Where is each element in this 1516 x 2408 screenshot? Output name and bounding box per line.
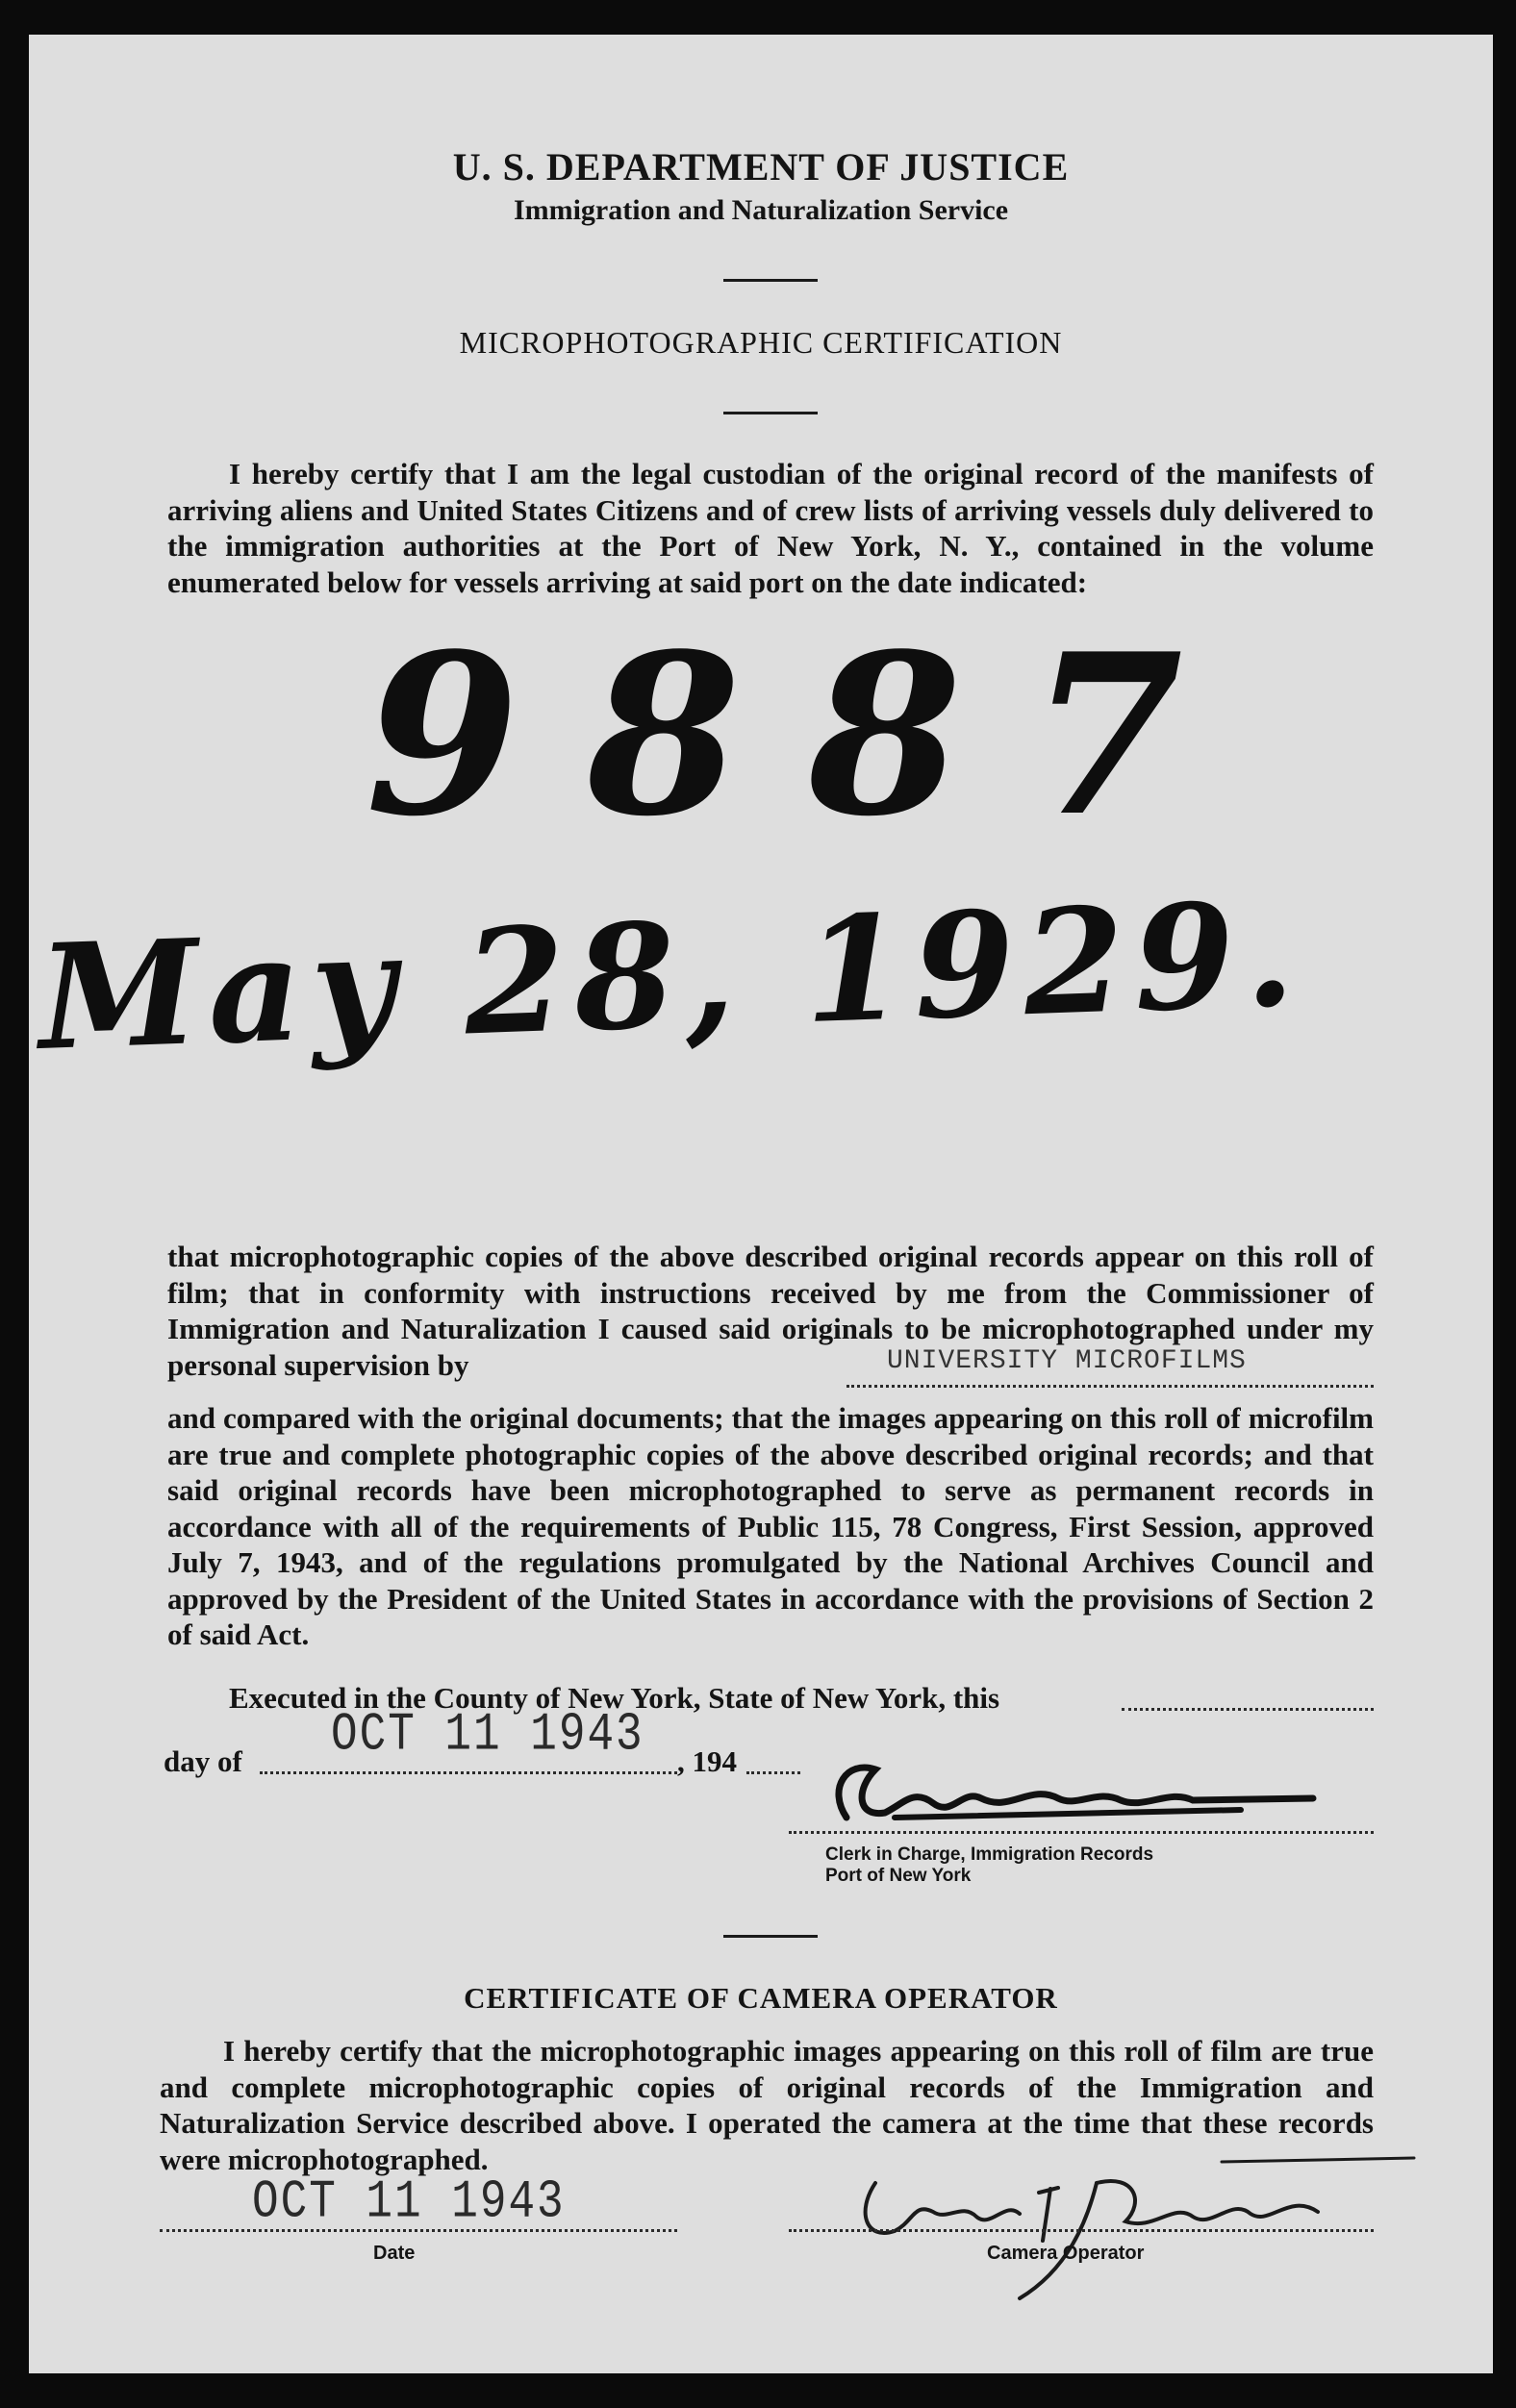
- clerk-title-line-1: Clerk in Charge, Immigration Records: [825, 1844, 1154, 1865]
- handwritten-arrival-date: May 28, 1929.: [36, 869, 1307, 1083]
- date-label: Date: [373, 2243, 416, 2264]
- clerk-signature-line: [789, 1831, 1374, 1834]
- day-of-blank: [260, 1771, 677, 1774]
- handwritten-volume-number: 9887: [366, 606, 1251, 865]
- executed-line: Executed in the County of New York, State of New York, this: [229, 1681, 1000, 1715]
- executed-day-blank: [1122, 1708, 1374, 1711]
- camera-operator-paragraph: I hereby certify that the microphotographic images appearing on this roll of film are true and complete microphotographic copies of original records of the Immigration and Naturalization Service described above. I operated the camera at the time that these records were microphotographed.: [160, 2034, 1374, 2176]
- date-line: [160, 2229, 677, 2232]
- camera-operator-line: [789, 2229, 1374, 2232]
- camera-operator-heading: CERTIFICATE OF CAMERA OPERATOR: [464, 1981, 1058, 2015]
- divider-top: [723, 279, 818, 282]
- document-heading: MICROPHOTOGRAPHIC CERTIFICATION: [459, 325, 1063, 360]
- year-suffix: , 194: [677, 1744, 737, 1778]
- typed-company-name: UNIVERSITY MICROFILMS: [887, 1346, 1247, 1376]
- stamp-date-executed: OCT 11 1943: [331, 1704, 644, 1766]
- certification-paragraph-1: I hereby certify that I am the legal custodian of the original record of the manifests of arriving aliens and United States Citizens and of crew lists of arriving vessels duly delivered to the immigration authorities at the Port of New York, N. Y., contained in the volume enumerated below for vessels arriving at said port on the date indicated:: [167, 457, 1374, 599]
- microfilm-company-line: [846, 1385, 1374, 1388]
- clerk-title: [825, 1844, 1153, 1887]
- department-title: U. S. DEPARTMENT OF JUSTICE: [452, 145, 1070, 188]
- day-of-label: day of: [164, 1744, 242, 1778]
- divider-camera: [723, 1935, 818, 1938]
- paragraph-2-text-start: that microphotographic copies of the above described original records appear on this roll of film; that in conformity with instructions received by me from the Commissioner of Immigration and Naturalization I caused said originals to be microphotographed under my personal supervision by: [167, 1240, 1374, 1382]
- camera-operator-label: Camera Operator: [987, 2243, 1145, 2264]
- stamp-date-operator: OCT 11 1943: [252, 2171, 566, 2233]
- camera-operator-signature: [770, 2145, 1424, 2308]
- certification-paragraph-2-end: and compared with the original documents; that the images appearing on this roll of microfilm are true and complete photographic copies of the above described original records; and that said original records have been microphotographed to serve as permanent records in accordance with all of the requirements of Public 115, 78 Congress, First Session, approved July 7, 1943, and of the regulations promulgated by the National Archives Council and approved by the President of the United States in accordance with the provisions of Section 2 of said Act.: [167, 1401, 1374, 1651]
- service-subtitle: Immigration and Naturalization Service: [513, 194, 1009, 226]
- divider-heading: [723, 412, 818, 414]
- clerk-title-line-2: Port of New York: [825, 1866, 972, 1886]
- document-page: [29, 35, 1493, 2373]
